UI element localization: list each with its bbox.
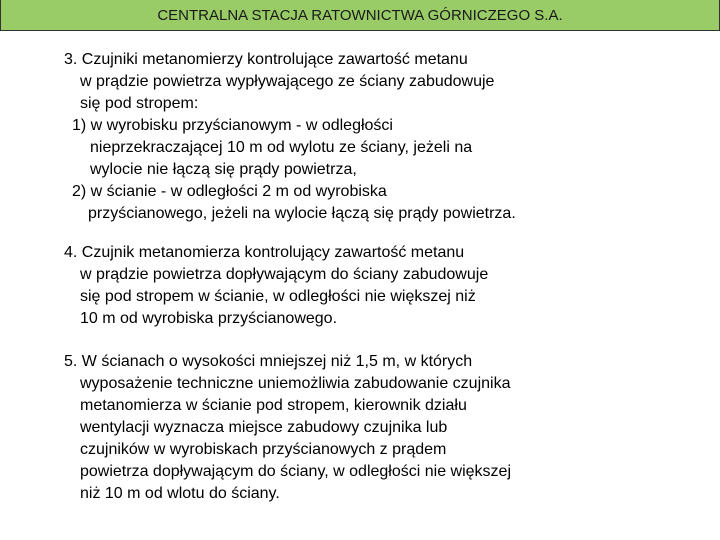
section-5-line: powietrza dopływającym do ściany, w odległości nie większej (80, 463, 512, 480)
section-3-line: 3. Czujniki metanomierzy kontrolujące zawartość metanu (64, 51, 468, 68)
section-5-line: czujników w wyrobiskach przyścianowych z prądem (80, 441, 447, 458)
header-band (0, 0, 720, 31)
section-5-line: metanomierza w ścianie pod stropem, kierownik działu (80, 397, 467, 414)
header-title: CENTRALNA STACJA RATOWNICTWA GÓRNICZEGO S.A. (157, 7, 563, 24)
section-3-line: w prądzie powietrza wypływającego ze ściany zabudowuje (80, 73, 495, 90)
section-4-line: w prądzie powietrza dopływającym do ściany zabudowuje (80, 266, 489, 283)
section-4-line: się pod stropem w ścianie, w odległości nie większej niż (80, 288, 476, 305)
section-5-line: 5. W ścianach o wysokości mniejszej niż 1,5 m, w których (64, 353, 473, 370)
section-5-line: wentylacji wyznacza miejsce zabudowy czujnika lub (80, 419, 448, 436)
section-4-line: 4. Czujnik metanomierza kontrolujący zawartość metanu (64, 244, 465, 261)
section-5-line: wyposażenie techniczne uniemożliwia zabudowanie czujnika (80, 375, 511, 392)
section-5-line: niż 10 m od wlotu do ściany. (80, 485, 280, 502)
section-3-item-1: 1) w wyrobisku przyścianowym - w odległości (72, 117, 393, 134)
section-3-line: się pod stropem: (80, 95, 199, 112)
section-3-item-2: 2) w ścianie - w odległości 2 m od wyrobiska (72, 183, 387, 200)
section-3-line: wylocie nie łączą się prądy powietrza, (90, 161, 357, 178)
section-3-line: przyścianowego, jeżeli na wylocie łączą się prądy powietrza. (88, 205, 516, 222)
section-4-line: 10 m od wyrobiska przyścianowego. (80, 310, 338, 327)
section-3-line: nieprzekraczającej 10 m od wylotu ze ściany, jeżeli na (90, 139, 473, 156)
